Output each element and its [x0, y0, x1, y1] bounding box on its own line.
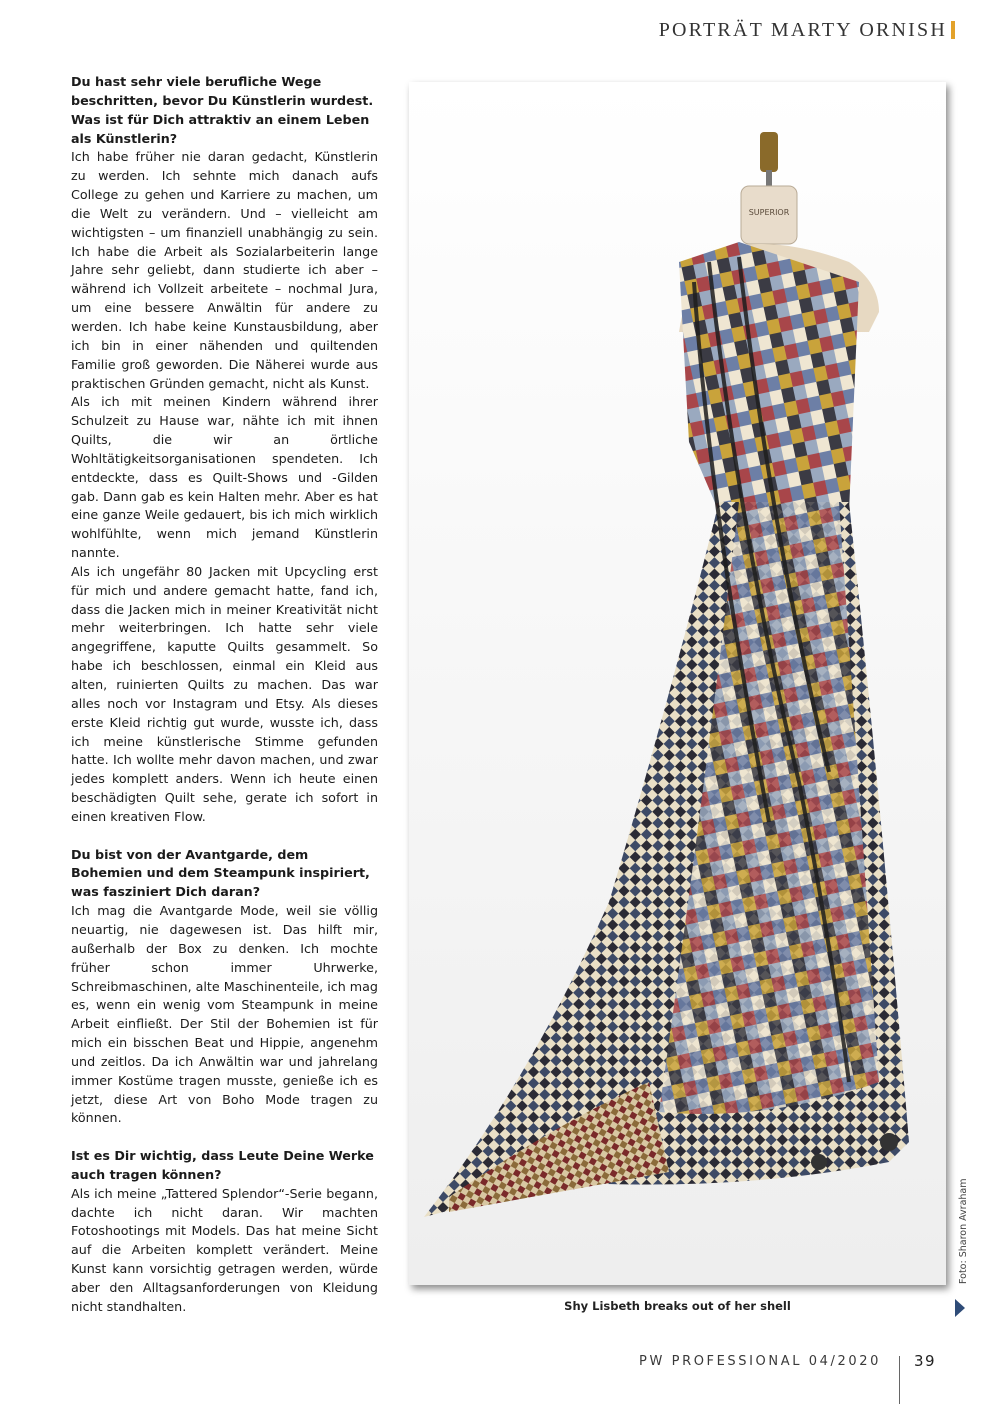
answer-3: Als ich meine „Tattered Splendor“-Serie begann, dachte ich nicht daran. Wir machten Fotoshootings mit Models. Das hat meine Sicht auf die Arbeiten komplett verändert. Meine Kunst kann vorsichtig getragen werden, würde aber den Alltagsanforderungen von Kleidung nicht standhalten. — [71, 1185, 378, 1314]
photo-caption: Shy Lisbeth breaks out of her shell — [564, 1299, 791, 1313]
dress-photo — [409, 82, 946, 1285]
answer-1-paragraph-2: Als ich mit meinen Kindern während ihrer Schulzeit zu Hause war, nähte ich mit ihnen Quilts, die wir an örtliche Wohltätigkeitsorganisationen spendeten. Ich entdeckte, dass es Quilt-Shows und -Gilden gab. Dann gab es kein Halten mehr. Aber es hat eine ganze Weile gedauert, bis ich mich wirklich wohlfühlte, wenn mich jemand Künstlerin nannte. — [71, 394, 378, 561]
question-2: Du bist von der Avantgarde, dem Bohemien und dem Steampunk inspiriert, was fasziniert Dich daran? — [71, 846, 370, 900]
section-title: PORTRÄT MARTY ORNISH — [658, 19, 947, 41]
publication-name: PW PROFESSIONAL 04/2020 — [639, 1354, 881, 1369]
patchwork-dress-illustration — [409, 82, 946, 1285]
question-1: Du hast sehr viele berufliche Wege beschritten, bevor Du Künstlerin wurdest. Was ist für Dich attraktiv an einem Leben als Künstlerin? — [71, 74, 374, 146]
next-page-arrow-icon — [955, 1299, 965, 1317]
page-number: 39 — [914, 1352, 937, 1370]
mannequin-label: SUPERIOR — [748, 208, 790, 217]
photo-credit: Foto: Sharon Avraham — [958, 1178, 969, 1284]
answer-1-paragraph-1: Ich habe früher nie daran gedacht, Künstlerin zu werden. Ich sehnte mich danach aufs College zu gehen und Karriere zu machen, um die Welt zu verändern. Und – vielleicht am wichtigsten – um finanziell unabhängig zu sein. Ich habe die Arbeit als Sozialarbeiterin lange Jahre sehr geliebt, dann studierte ich aber – während ich Vollzeit arbeitete – nochmal Jura, um eine bessere Anwältin für andere zu werden. Ich habe keine Kunstausbildung, aber ich bin in einer nähenden und quiltenden Familie groß geworden. Die Näherei wurde aus praktischen Gründen gemacht, nicht als Kunst. — [71, 149, 378, 391]
article-body — [71, 73, 378, 1317]
footer-divider — [899, 1356, 900, 1404]
header-accent-bar — [951, 21, 955, 39]
answer-2: Ich mag die Avantgarde Mode, weil sie völlig neuartig, nie dagewesen ist. Das hilft mir, außerhalb der Box zu denken. Ich mochte früher schon immer Uhrwerke, Schreibmaschinen, alte Maschinenteile, ich mag es, wenn ein wenig vom Steampunk in meine Arbeit einfließt. Der Stil der Bohemien ist für mich ein bisschen Beat und Hippie, angenehm und zeitlos. Da ich Anwältin war und jahrelang immer Kostüme tragen musste, genieße ich es jetzt, diese Art von Boho Mode tragen zu können. — [71, 903, 378, 1126]
answer-1-paragraph-3: Als ich ungefähr 80 Jacken mit Upcycling erst für mich und andere gemacht hatte, fand ich, dass die Jacken mich in meiner Kreativität nicht mehr weiterbringen. Ich hatte sehr viele angegriffene, kaputte Quilts gesammelt. So habe ich beschlossen, einmal ein Kleid aus alten, ruinierten Quilts zu machen. Das war alles noch vor Instagram und Etsy. Als dieses erste Kleid richtig gut wurde, wusste ich, dass ich meine künstlerische Stimme gefunden hatte. Ich wollte mehr davon machen, und zwar jedes komplett anders. Wenn ich heute einen beschädigten Quilt sehe, gerate ich sofort in einen kreativen Flow. — [71, 563, 378, 824]
question-3: Ist es Dir wichtig, dass Leute Deine Werke auch tragen können? — [71, 1148, 374, 1182]
